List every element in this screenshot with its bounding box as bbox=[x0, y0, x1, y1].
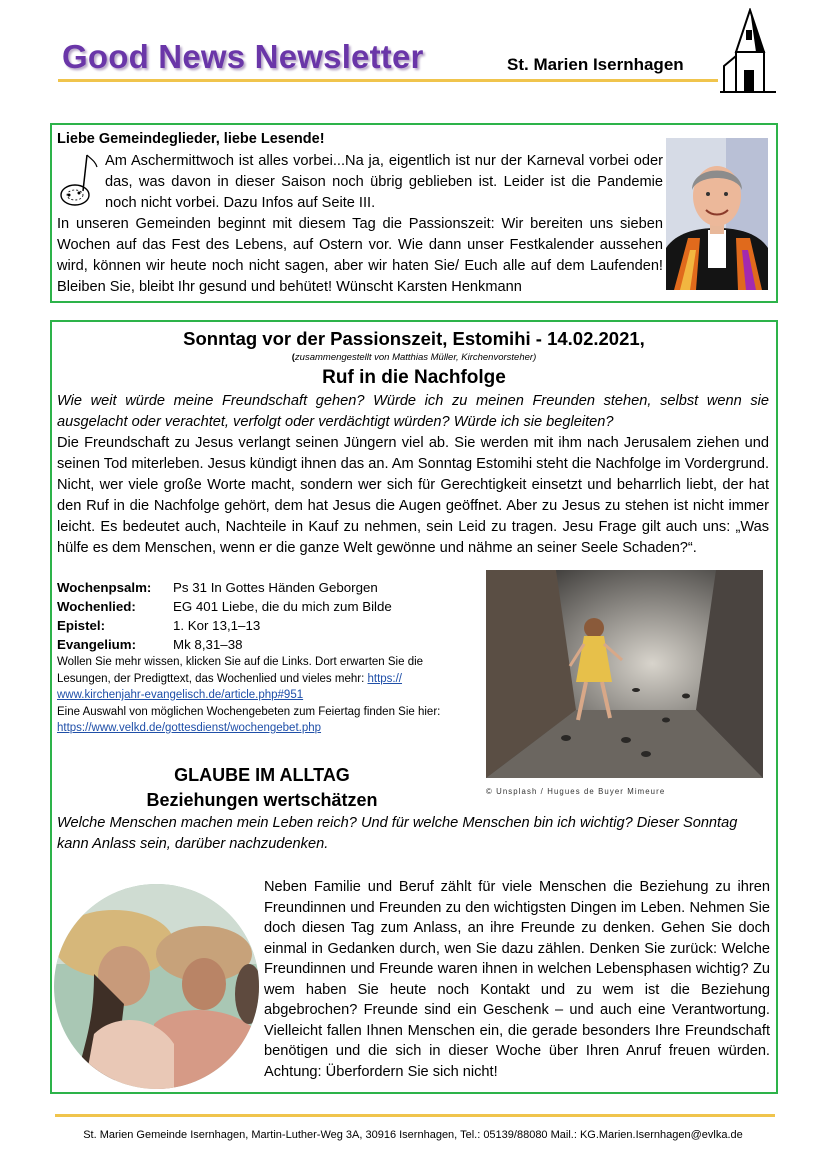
intro-paragraph-1: Am Aschermittwoch ist alles vorbei...Na ja, eigentlich ist nur der Karneval vorbei oder das, was davon in dieser Saison noch übrig geblieben ist. Leider ist die Pandemie noch nicht vorbei. Dazu Infos auf Seite III. bbox=[105, 153, 663, 211]
music-note-icon bbox=[57, 151, 101, 211]
glaube-subheading: Beziehungen wertschätzen bbox=[146, 790, 378, 810]
glaube-body: Neben Familie und Beruf zählt für viele Menschen die Beziehung zu ihren Freundinnen und Freunden zu den wichtigsten Dingen im Leben. Nehmen Sie doch diesen Tag zum Anlass, an ihre Freunde zu denken. Gehen Sie doch einmal in Gedanken durch, wen Sie dazu zählen. Denken Sie zurück: Welche Freundinnen und Freunde waren ihnen in welchen Lebensphasen wichtig? Zu wem haben Sie heute noch Kontakt und zu wem ist die Beziehung abgebrochen? Freunde sind ein Geschenk – und auch eine Verantwortung. Vielleicht fallen Ihnen Menschen ein, die gerade besonders Ihre Freundschaft benötigen und die sich in dieser Woche über Ihren Anruf freuen würden. Achtung: Überfordern Sie sich nicht! bbox=[264, 879, 770, 1080]
sunday-box bbox=[50, 320, 778, 1094]
church-icon bbox=[720, 8, 776, 94]
glaube-question: Welche Menschen machen mein Leben reich? Und für welche Menschen bin ich wichtig? Dieser Sonntag kann Anlass sein, darüber nachzudenken. bbox=[57, 815, 738, 852]
greeting: Liebe Gemeindeglieder, liebe Lesende! bbox=[57, 131, 325, 147]
reading-row: Epistel: 1. Kor 13,1–13 bbox=[57, 618, 261, 633]
newsletter-title: Good News Newsletter bbox=[62, 38, 424, 75]
velkd-link[interactable]: https://www.velkd.de/gottesdienst/wochengebet.php bbox=[57, 722, 322, 734]
reading-row: Wochenpsalm: Ps 31 In Gottes Händen Geborgen bbox=[57, 580, 378, 595]
readings-list bbox=[57, 578, 392, 654]
kirchenjahr-link[interactable]: www.kirchenjahr-evangelisch.de/article.php#951 bbox=[57, 689, 304, 701]
glaube-heading: GLAUBE IM ALLTAG bbox=[174, 765, 350, 785]
links-block: Wollen Sie mehr wissen, klicken Sie auf die Links. Dort erwarten Sie die Lesungen, der Predigttext, das Wochenlied und vieles mehr: https:// www.kirchenjahr-evangelisch.de/article.php#951 Eine Auswahl von möglichen Wochengebeten zum Feiertag finden Sie hier: https://www.velkd.de/gottesdienst/wochengebet.php bbox=[57, 656, 441, 734]
reading-row: Wochenlied: EG 401 Liebe, die du mich zum Bilde bbox=[57, 599, 392, 614]
footer-contact: St. Marien Gemeinde Isernhagen, Martin-Luther-Weg 3A, 30916 Isernhagen, Tel.: 05139/88080 Mail.: KG.Marien.Isernhagen@evlka.de bbox=[83, 1129, 743, 1141]
friends-photo bbox=[54, 884, 259, 1089]
child-corridor-photo bbox=[486, 570, 763, 778]
intro-box bbox=[50, 123, 778, 303]
kirchenjahr-link[interactable]: https:// bbox=[367, 672, 403, 685]
sunday-subheading: Ruf in die Nachfolge bbox=[322, 367, 506, 388]
pastor-photo bbox=[666, 138, 768, 290]
intro-text bbox=[57, 151, 663, 298]
photo-credit: © Unsplash / Hugues de Buyer Mimeure bbox=[486, 787, 666, 796]
footer-rule bbox=[55, 1114, 775, 1117]
header-rule bbox=[58, 79, 718, 82]
sunday-heading: Sonntag vor der Passionszeit, Estomihi - 14.02.2021, bbox=[183, 328, 645, 349]
sunday-text bbox=[57, 391, 769, 559]
sunday-body: Die Freundschaft zu Jesus verlangt seinen Jüngern viel ab. Sie werden mit ihm nach Jerusalem ziehen und seinen Tod miterleben. Jesus kündigt ihnen das an. Am Sonntag Estomihi steht die Nachfolge im Vordergrund. Nicht, wer viele große Worte macht, sondern wer sich für Gerechtigkeit einsetzt und beharrlich liebt, der hat den Ruf in die Nachfolge gehört, dem hat Jesus die Augen geöffnet. Aber zu Jesus zu stehen ist nicht immer leicht. Es bedeutet auch, Nachteile in Kauf zu nehmen, sein Leid zu tragen. Jesu Frage gilt auch uns: „Was hülfe es dem Menschen, wenn er die ganze Welt gewönne und nähme an seiner Seele Schaden?“. bbox=[57, 435, 770, 556]
intro-paragraph-2: In unseren Gemeinden beginnt mit diesem Tag die Passionszeit: Wir bereiten uns sieben Wochen auf das Fest des Lebens, auf Ostern vor. Wie dann unser Festkalender aussehen wird, können wir heute noch nicht sagen, aber wir haten Sie/ Euch alle auf dem Laufenden! Bleiben Sie, bleibt Ihr gesund und behütet! Wünscht Karsten Henkmann bbox=[57, 216, 663, 295]
parish-name: St. Marien Isernhagen bbox=[507, 55, 684, 74]
author-credit: (zusammengestellt von Matthias Müller, Kirchenvorsteher) bbox=[291, 352, 537, 363]
sunday-question: Wie weit würde meine Freundschaft gehen? Würde ich zu meinen Freunden stehen, selbst wenn sie ausgelacht oder verachtet, verfolgt oder verdächtigt würden? Würde ich sie begleiten? bbox=[57, 393, 769, 430]
reading-row: Evangelium: Mk 8,31–38 bbox=[57, 637, 243, 652]
